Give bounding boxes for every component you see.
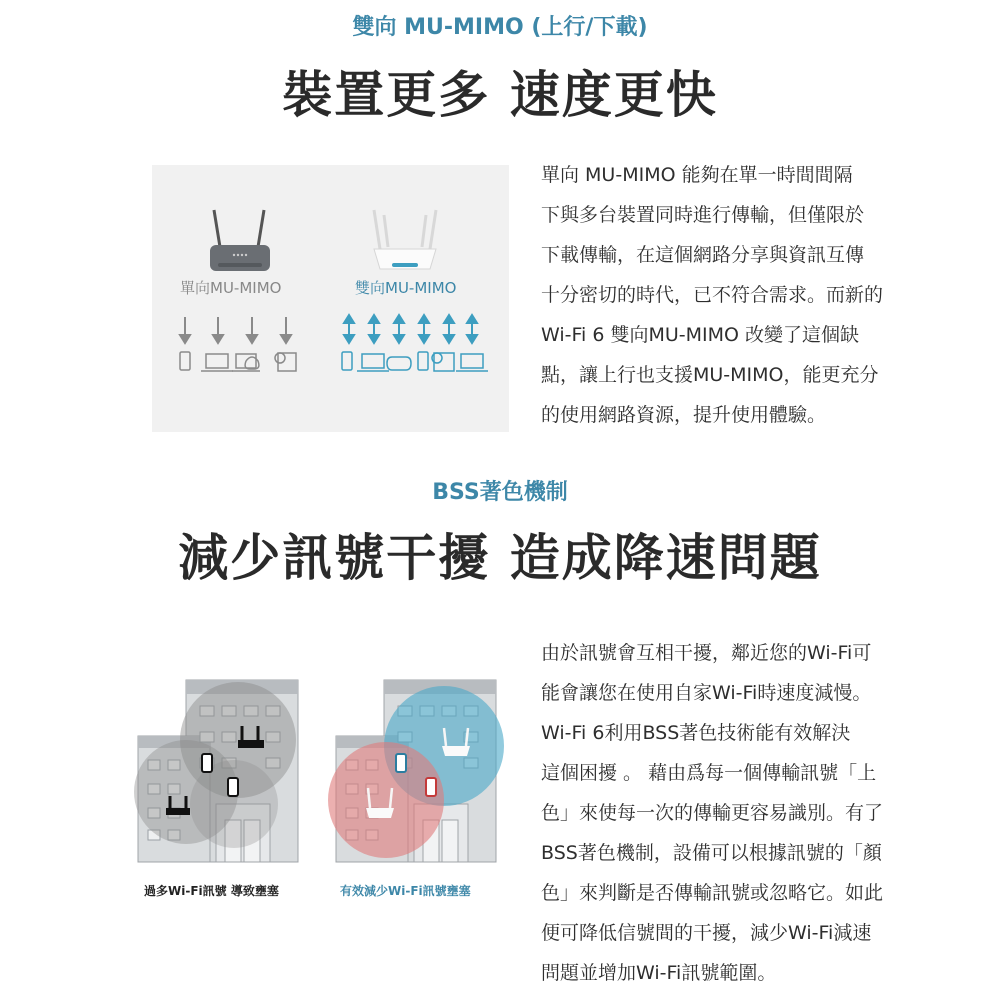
paragraph-line: 問題並增加Wi-Fi訊號範圍。 xyxy=(541,962,777,984)
section2-paragraph xyxy=(541,633,883,993)
congested-caption: 過多Wi-Fi訊號 導致壅塞 xyxy=(144,884,279,898)
bss-coloring-illustration xyxy=(130,670,520,910)
paragraph-line: 點，讓上行也支援MU-MIMO，能更充分 xyxy=(541,364,879,386)
paragraph-line: Wi-Fi 6利用BSS著色技術能有效解決 xyxy=(541,722,851,744)
section1-kicker: 雙向 MU-MIMO (上行/下載) xyxy=(352,15,648,40)
section2-kicker: BSS著色機制 xyxy=(432,480,568,505)
bss-buildings-diagram xyxy=(130,670,520,910)
single-mu-mimo-label: 單向MU-MIMO xyxy=(180,279,282,297)
paragraph-line: 便可降低信號間的干擾，減少Wi-Fi減速 xyxy=(541,922,872,944)
paragraph-line: 下與多台裝置同時進行傳輸，但僅限於 xyxy=(541,204,865,226)
paragraph-line: 能會讓您在使用自家Wi-Fi時速度減慢。 xyxy=(541,682,872,704)
paragraph-line: 色」來使每一次的傳輸更容易識別。有了 xyxy=(541,802,884,824)
gray-signal-circle-icon xyxy=(190,760,278,848)
bidirectional-arrows-icon xyxy=(344,315,477,343)
mu-mimo-diagram xyxy=(152,165,509,432)
paragraph-line: 十分密切的時代，已不符合需求。而新的 xyxy=(541,284,884,306)
paragraph-line: 的使用網路資源，提升使用體驗。 xyxy=(541,404,827,426)
section1-paragraph xyxy=(541,155,883,435)
paragraph-line: 由於訊號會互相干擾，鄰近您的Wi-Fi可 xyxy=(541,642,872,664)
paragraph-line: 下載傳輸，在這個網路分享與資訊互傳 xyxy=(541,244,865,266)
reduced-congestion-caption: 有效減少Wi-Fi訊號壅塞 xyxy=(340,884,471,898)
paragraph-line: BSS著色機制，設備可以根據訊號的「顏 xyxy=(541,842,882,864)
down-arrows-icon xyxy=(180,317,291,343)
gray-devices-icon xyxy=(180,352,296,371)
blue-devices-icon xyxy=(342,352,488,371)
paragraph-line: Wi-Fi 6 雙向MU-MIMO 改變了這個缺 xyxy=(541,324,860,346)
paragraph-line: 色」來判斷是否傳輸訊號或忽略它。如此 xyxy=(541,882,884,904)
white-router-icon xyxy=(374,210,436,269)
mu-mimo-illustration-panel xyxy=(152,165,509,432)
section1-headline: 裝置更多 速度更快 xyxy=(282,66,718,124)
dual-mu-mimo-label: 雙向MU-MIMO xyxy=(355,279,457,297)
section2-headline: 減少訊號干擾 造成降速問題 xyxy=(178,529,822,587)
dark-router-icon xyxy=(210,210,270,271)
paragraph-line: 單向 MU-MIMO 能夠在單一時間間隔 xyxy=(541,164,853,186)
red-signal-circle-icon xyxy=(328,742,444,858)
paragraph-line: 這個困擾 。 藉由爲每一個傳輸訊號「上 xyxy=(541,762,877,784)
